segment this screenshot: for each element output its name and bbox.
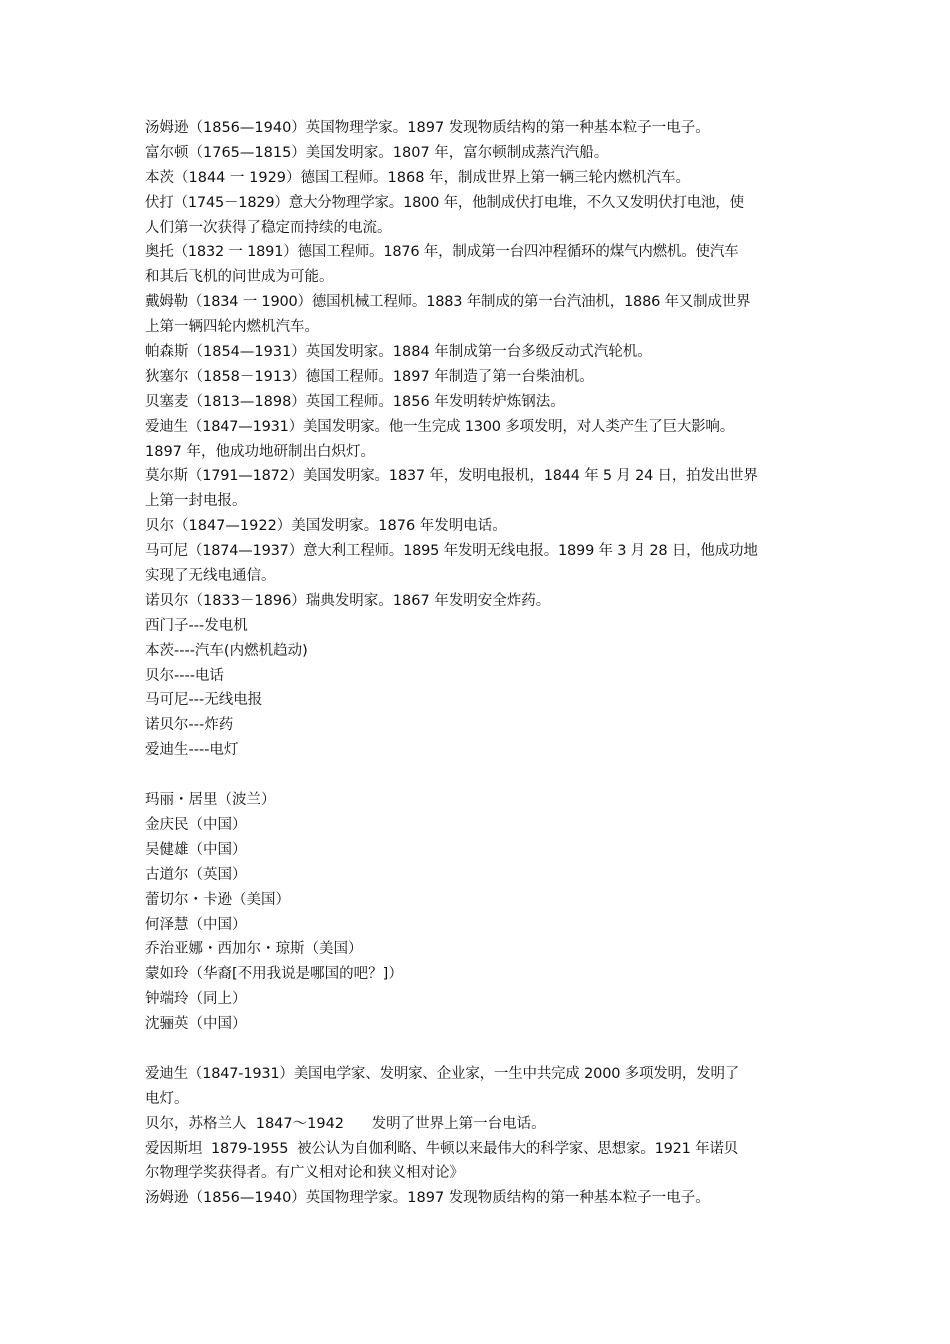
- text-line: 爱迪生----电灯: [145, 742, 239, 759]
- text-line: 戴姆勒（1834 一 1900）德国机械工程师。1883 年制成的第一台汽油机，1886 年又制成世界: [145, 294, 751, 311]
- text-line: 沈骊英（中国）: [145, 1016, 247, 1033]
- text-line: 1897 年，他成功地研制出白炽灯。: [145, 443, 376, 460]
- document-page: [145, 116, 810, 1211]
- text-line: 钟端玲（同上）: [145, 991, 247, 1008]
- text-line: 本茨（1844 一 1929）德国工程师。1868 年，制成世界上第一辆三轮内燃机汽车。: [145, 169, 691, 186]
- text-line: 实现了无线电通信。: [145, 568, 276, 585]
- text-line: 诺贝尔（1833－1896）瑞典发明家。1867 年发明安全炸药。: [145, 592, 551, 609]
- text-line: 尔物理学奖获得者。有广义相对论和狭义相对论》: [145, 1165, 464, 1182]
- text-line: 贝塞麦（1813—1898）英国工程师。1856 年发明转炉炼钢法。: [145, 393, 565, 410]
- text-line: 贝尔（1847—1922）美国发明家。1876 年发明电话。: [145, 518, 507, 535]
- text-line: 蕾切尔・卡逊（美国）: [145, 891, 290, 908]
- text-line: 马可尼---无线电报: [145, 692, 263, 709]
- text-line: 蒙如玲（华裔[不用我说是哪国的吧？]）: [145, 966, 403, 983]
- text-line: 爱迪生（1847-1931）美国电学家、发明家、企业家，一生中共完成 2000 多项发明，发明了: [145, 1065, 740, 1082]
- text-line: 西门子---发电机: [145, 617, 248, 634]
- text-line: 吴健雄（中国）: [145, 841, 247, 858]
- text-line: 狄塞尔（1858－1913）德国工程师。1897 年制造了第一台柴油机。: [145, 368, 594, 385]
- text-line: 汤姆逊（1856—1940）英国物理学家。1897 发现物质结构的第一种基本粒子一电子。: [145, 1190, 710, 1207]
- text-line: 玛丽・居里（波兰）: [145, 792, 276, 809]
- text-line: 贝尔----电话: [145, 667, 224, 684]
- section-inventors: [145, 116, 810, 763]
- text-line: 何泽慧（中国）: [145, 916, 247, 933]
- text-line: 汤姆逊（1856—1940）英国物理学家。1897 发现物质结构的第一种基本粒子一电子。: [145, 120, 710, 136]
- text-line: 爱因斯坦 1879-1955 被公认为自伽利略、牛顿以来最伟大的科学家、思想家。1921 年诺贝: [145, 1140, 738, 1157]
- text-line: 乔治亚娜・西加尔・琼斯（美国）: [145, 941, 363, 958]
- text-line: 爱迪生（1847—1931）美国发明家。他一生完成 1300 多项发明，对人类产生了巨大影响。: [145, 418, 735, 435]
- text-line: 上第一封电报。: [145, 493, 247, 510]
- text-line: 莫尔斯（1791—1872）美国发明家。1837 年，发明电报机，1844 年 5 月 24 日，拍发出世界: [145, 468, 758, 485]
- text-line: 贝尔，苏格兰人 1847～1942 发明了世界上第一台电话。: [145, 1115, 546, 1132]
- text-line: 电灯。: [145, 1090, 189, 1107]
- blank-line: [145, 763, 810, 788]
- text-line: 古道尔（英国）: [145, 866, 247, 883]
- text-line: 奥托（1832 一 1891）德国工程师。1876 年，制成第一台四冲程循环的煤气内燃机。使汽车: [145, 244, 739, 261]
- text-line: 人们第一次获得了稳定而持续的电流。: [145, 219, 392, 236]
- text-line: 帕森斯（1854—1931）英国发明家。1884 年制成第一台多级反动式汽轮机。: [145, 344, 652, 361]
- text-line: 本茨----汽车(内燃机趋动): [145, 642, 308, 659]
- blank-line: [145, 1037, 810, 1062]
- text-line: 金庆民（中国）: [145, 816, 247, 833]
- text-line: 诺贝尔---炸药: [145, 717, 234, 734]
- text-line: 马可尼（1874—1937）意大利工程师。1895 年发明无线电报。1899 年 3 月 28 日，他成功地: [145, 543, 758, 560]
- section-scientists: [145, 1062, 810, 1211]
- text-line: 伏打（1745－1829）意大分物理学家。1800 年，他制成伏打电堆，不久又发明伏打电池，使: [145, 194, 744, 211]
- text-line: 和其后飞机的问世成为可能。: [145, 269, 334, 286]
- text-line: 富尔顿（1765—1815）美国发明家。1807 年，富尔顿制成蒸汽汽船。: [145, 144, 609, 161]
- section-women-scientists: [145, 788, 810, 1037]
- text-line: 上第一辆四轮内燃机汽车。: [145, 319, 319, 336]
